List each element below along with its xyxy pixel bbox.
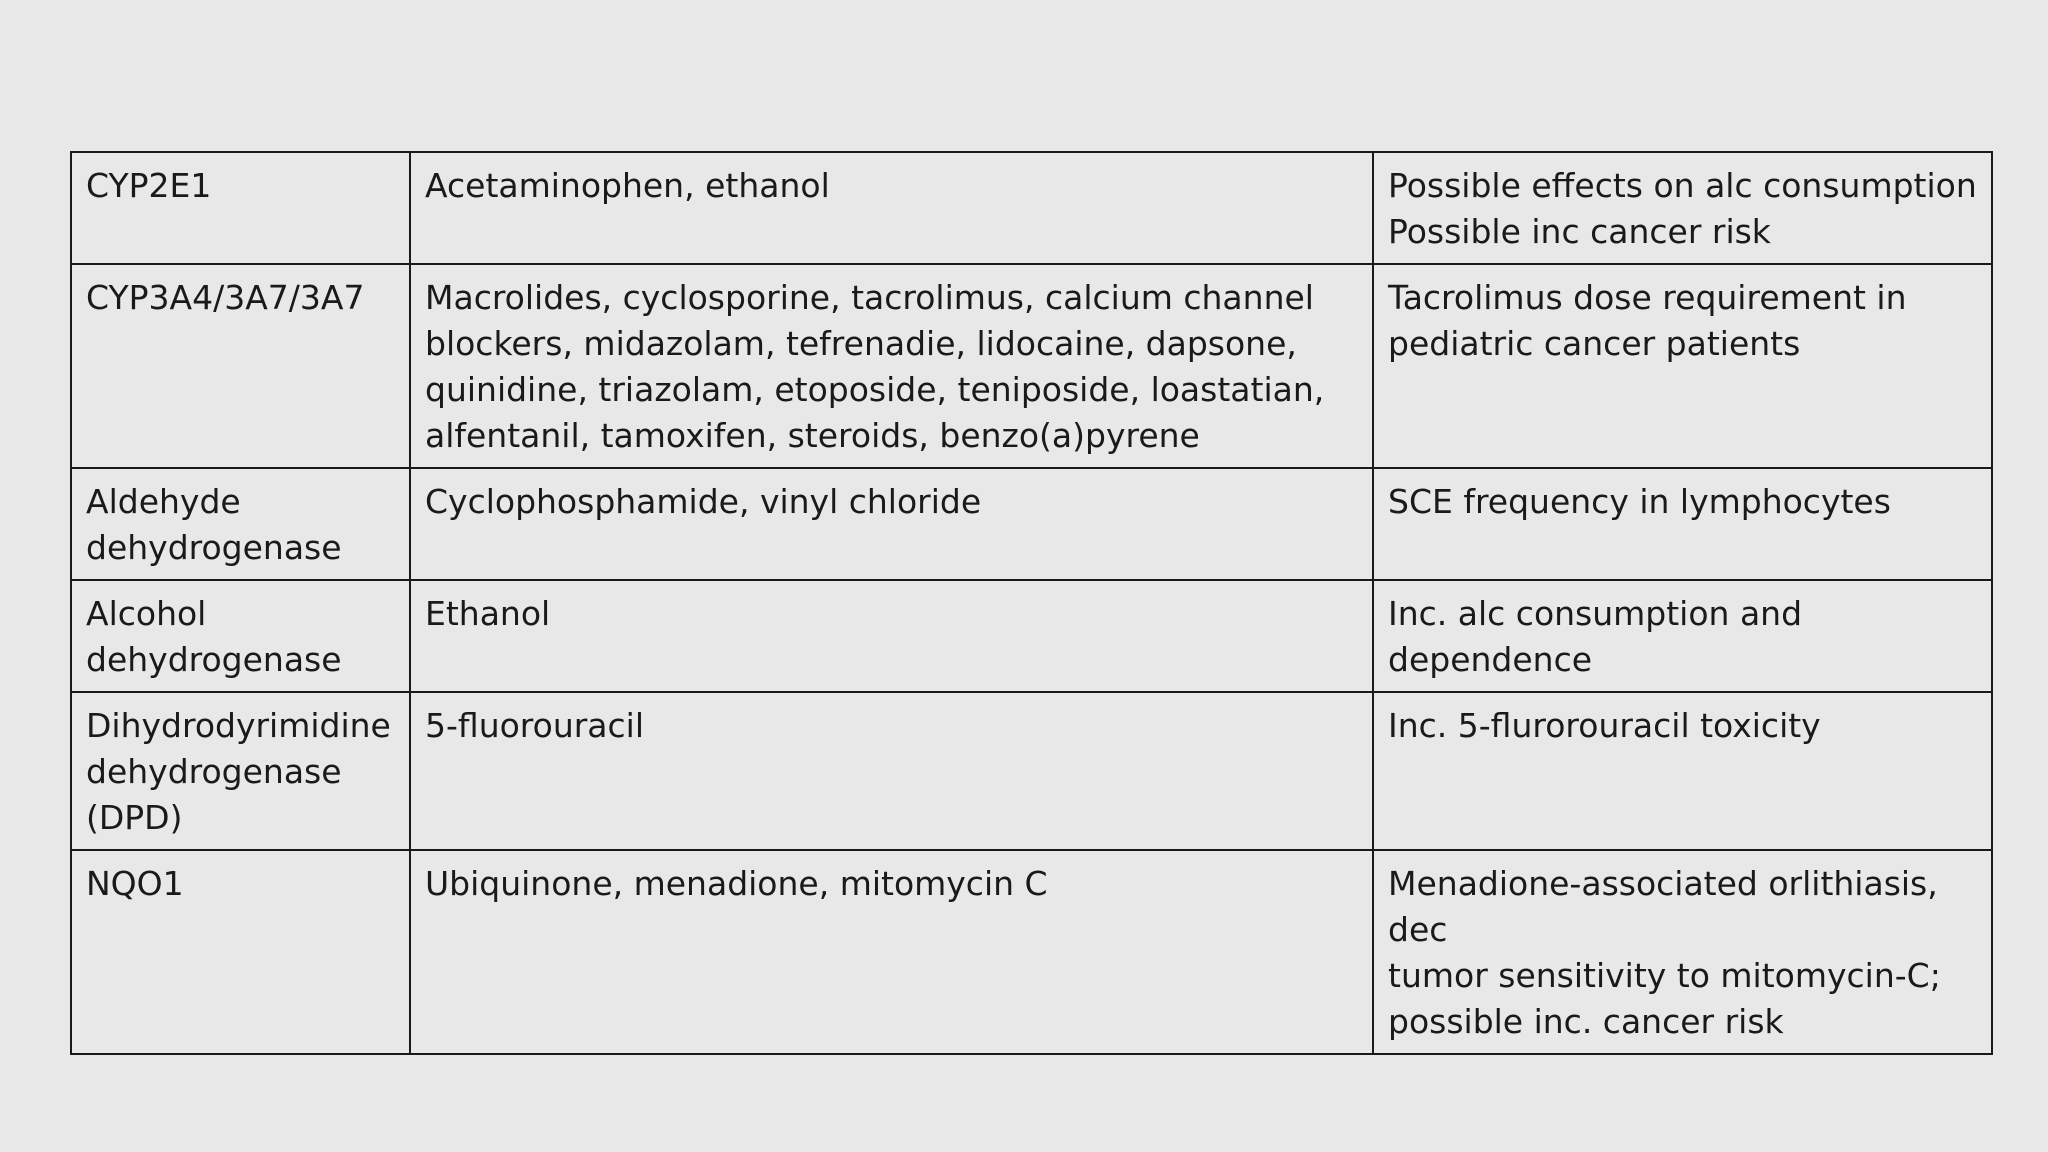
- enzyme-cell: Aldehyde dehydrogenase: [71, 468, 410, 580]
- enzyme-cell: Dihydrodyrimidine dehydrogenase (DPD): [71, 692, 410, 850]
- substrates-cell: 5-fluorouracil: [410, 692, 1373, 850]
- substrates-cell: Macrolides, cyclosporine, tacrolimus, calcium channel blockers, midazolam, tefrenadie, lidocaine, dapsone, quinidine, triazolam, etoposide, teniposide, loastatian, alfentanil, tamoxifen, steroids, benzo(a)pyrene: [410, 264, 1373, 468]
- table-row: [71, 580, 1992, 692]
- substrates-cell: Acetaminophen, ethanol: [410, 152, 1373, 264]
- table-row: [71, 468, 1992, 580]
- enzyme-cell: CYP2E1: [71, 152, 410, 264]
- enzyme-cell: Alcohol dehydrogenase: [71, 580, 410, 692]
- effects-cell: Inc. 5-flurorouracil toxicity: [1373, 692, 1992, 850]
- effects-cell: SCE frequency in lymphocytes: [1373, 468, 1992, 580]
- enzyme-substrate-table: [70, 151, 1993, 1055]
- effects-cell: Tacrolimus dose requirement in pediatric cancer patients: [1373, 264, 1992, 468]
- substrates-cell: Ethanol: [410, 580, 1373, 692]
- effects-cell: Menadione-associated orlithiasis, dec tumor sensitivity to mitomycin-C; possible inc. cancer risk: [1373, 850, 1992, 1054]
- effects-cell: Possible effects on alc consumption Possible inc cancer risk: [1373, 152, 1992, 264]
- table-row: [71, 850, 1992, 1054]
- table-row: [71, 152, 1992, 264]
- table-row: [71, 692, 1992, 850]
- enzyme-cell: NQO1: [71, 850, 410, 1054]
- substrates-cell: Ubiquinone, menadione, mitomycin C: [410, 850, 1373, 1054]
- table-row: [71, 264, 1992, 468]
- enzyme-cell: CYP3A4/3A7/3A7: [71, 264, 410, 468]
- substrates-cell: Cyclophosphamide, vinyl chloride: [410, 468, 1373, 580]
- effects-cell: Inc. alc consumption and dependence: [1373, 580, 1992, 692]
